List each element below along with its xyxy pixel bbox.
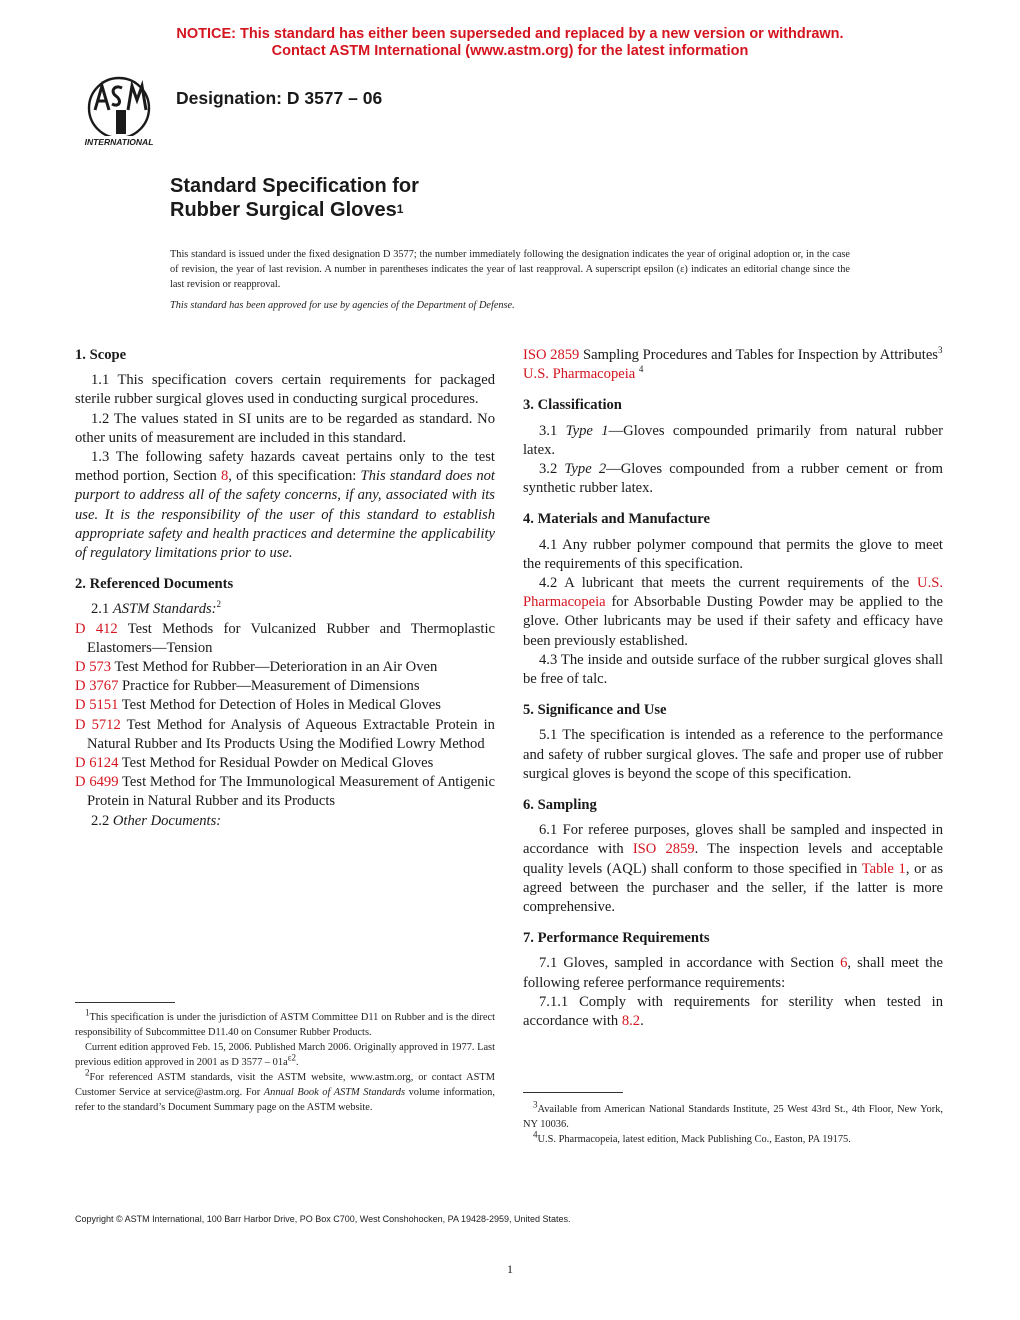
section-heading-performance: 7. Performance Requirements [523, 930, 710, 947]
link-usp[interactable]: U.S. Pharmacopeia [523, 575, 943, 611]
footnote-3: $^3$Available from American National Standards Institute, 25 West 43rd St., 4th Floor, New York, NY 10036. [523, 1099, 943, 1130]
ref-link[interactable]: D 6499 [75, 774, 119, 791]
para-3-1: 3.1 Type 1—Gloves compounded primarily from natural rubber latex. [523, 422, 943, 458]
ref-link[interactable]: D 5712 [75, 716, 121, 733]
link-iso-2859[interactable]: ISO 2859 [632, 841, 695, 858]
title-line-1: Standard Specification for [170, 175, 419, 197]
ref-item: D 573 Test Method for Rubber—Deterioration in an Air Oven [75, 659, 438, 676]
ref-link[interactable]: D 573 [75, 659, 112, 676]
para-1-3: 1.3 The following safety hazards caveat pertains only to the test method portion, Section 8, of this specification: This standard does not purport to address all of the safety concerns, if any, associated with its use. It is the responsibility of the user of this standard to establish appropriate safety and health practices and determine the applicability of regulatory limitations prior to use. [75, 449, 495, 562]
dod-approval-note: This standard has been approved for use by agencies of the Department of Defense. [170, 300, 515, 311]
notice-line-1: NOTICE: This standard has either been superseded and replaced by a new version or withdrawn. [176, 26, 844, 42]
para-7-1: 7.1 Gloves, sampled in accordance with Section 6, shall meet the following referee performance requirements: [523, 955, 943, 991]
para-4-1: 4.1 Any rubber polymer compound that permits the glove to meet the requirements of this specification. [523, 536, 943, 572]
copyright: Copyright © ASTM International, 100 Barr Harbor Drive, PO Box C700, West Conshohocken, PA 19428-2959, United States. [75, 1214, 571, 1224]
footnote-1: $^1$This specification is under the jurisdiction of ASTM Committee D11 on Rubber and is the direct responsibility of Subcommittee D11.40 on Consumer Rubber Products. [75, 1007, 495, 1038]
page-number: 1 [507, 1262, 513, 1276]
preamble: This standard is issued under the fixed designation D 3577; the number immediately following the designation indicates the year of original adoption or, in the case of revision, the year of last revision. A number in parentheses indicates the year of last reapproval. A superscript epsilon (ε) indicates an editorial change since the last revision or reapproval. [170, 249, 850, 290]
link-table-1[interactable]: Table 1 [861, 860, 906, 877]
footnote-rule-left [75, 1002, 175, 1003]
astm-international-logo-icon [76, 74, 162, 150]
ref-link-usp[interactable]: U.S. Pharmacopeia [523, 366, 636, 383]
para-1-2: 1.2 The values stated in SI units are to be regarded as standard. No other units of measurement are included in this standard. [75, 410, 495, 446]
designation: Designation: D 3577 – 06 [176, 88, 383, 108]
ref-item: D 5151 Test Method for Detection of Holes in Medical Gloves [75, 697, 441, 714]
footnote-1-edition: Current edition approved Feb. 15, 2006. Published March 2006. Originally approved in 1977. Last previous edition approved in 2001 as D $3577 - 01a^{\varepsilon 2}$. [75, 1042, 495, 1068]
title-line-2: Rubber Surgical Gloves [170, 199, 397, 221]
notice-line-2: Contact ASTM International (www.astm.org) for the latest information [271, 43, 749, 59]
ref-item: D 412 Test Methods for Vulcanized Rubber and Thermoplastic Elastomers—Tension [75, 620, 495, 656]
para-5-1: 5.1 The specification is intended as a reference to the performance and safety of rubber surgical gloves. The safe and proper use of rubber surgical gloves is beyond the scope of this specification. [523, 727, 943, 782]
withdrawal-notice [0, 26, 1020, 60]
ref-link[interactable]: D 6124 [75, 755, 119, 772]
footnote-rule-right [523, 1092, 623, 1093]
ref-link-iso-2859[interactable]: ISO 2859 [523, 347, 580, 363]
ref-item: D 3767 Practice for Rubber—Measurement of Dimensions [75, 678, 420, 695]
document-title [170, 174, 419, 224]
subsection-2-2: 2.2 Other Documents: [91, 812, 222, 829]
ref-item: U.S. Pharmacopeia $^4$ [523, 364, 644, 383]
ref-link[interactable]: D 3767 [75, 678, 119, 695]
link-section-6[interactable]: 6 [840, 955, 848, 972]
ref-item: D 6499 Test Method for The Immunological Measurement of Antigenic Protein in Natural Rubber and its Products [75, 774, 495, 810]
section-heading-materials: 4. Materials and Manufacture [523, 511, 710, 528]
para-4-3: 4.3 The inside and outside surface of the rubber surgical gloves shall be free of talc. [523, 651, 943, 688]
para-6-1: 6.1 For referee purposes, gloves shall be sampled and inspected in accordance with ISO 2859. The inspection levels and acceptable quality levels (AQL) shall conform to those specified in Table 1, or as agreed between the purchaser and the seller, if the latter is more comprehensive. [523, 822, 943, 916]
ref-link[interactable]: D 5151 [75, 697, 119, 714]
link-section-8-2[interactable]: 8.2 [621, 1013, 641, 1030]
link-section-8[interactable]: 8 [220, 468, 229, 485]
section-heading-referenced-documents: 2. Referenced Documents [75, 576, 234, 593]
logo-caption: INTERNATIONAL [84, 137, 154, 147]
ref-item: D 6124 Test Method for Residual Powder on Medical Gloves [75, 755, 434, 772]
subsection-2-1: 2.1 ASTM Standards:$^2$ [91, 599, 222, 618]
footnotes-left [75, 1007, 495, 1115]
footnote-4: $^4$U.S. Pharmacopeia, latest edition, Mack Publishing Co., Easton, PA 19175. [533, 1129, 851, 1145]
para-1-1: 1.1 This specification covers certain requirements for packaged sterile rubber surgical gloves used in conducting surgical procedures. [75, 372, 495, 408]
ref-item: ISO 2859 Sampling Procedures and Tables for Inspection by Attributes$^3$ [523, 345, 943, 363]
ref-link[interactable]: D 412 [75, 620, 118, 637]
para-4-2: 4.2 A lubricant that meets the current requirements of the U.S. Pharmacopeia for Absorbable Dusting Powder may be applied to the glove. Other lubricants may be used if their safety and efficacy have been previously established. [523, 575, 943, 649]
title-footnote-ref: 1 [396, 202, 404, 216]
footnotes-right [523, 1099, 943, 1147]
left-column [75, 346, 495, 831]
safety-caveat: This standard does not purport to address all of the safety concerns, if any, associated with its use. It is the responsibility of the user of this standard to establish appropriate safety and health practices and determine the applicability of regulatory limitations prior to use. [75, 468, 495, 562]
section-heading-classification: 3. Classification [523, 397, 622, 414]
para-3-2: 3.2 Type 2—Gloves compounded from a rubber cement or from synthetic rubber latex. [523, 461, 944, 497]
section-heading-significance: 5. Significance and Use [523, 702, 667, 719]
ref-item: D 5712 Test Method for Analysis of Aqueous Extractable Protein in Natural Rubber and Its Products Using the Modified Lowry Method [75, 716, 495, 752]
footnote-2: $^2$For referenced ASTM standards, visit the ASTM website, www.astm.org, or contact ASTM Customer Service at service@astm.org. For Annual Book of ASTM Standards volume information, refer to the standard’s Document Summary page on the ASTM website. [75, 1067, 495, 1113]
right-column [523, 346, 943, 1031]
para-7-1-1: 7.1.1 Comply with requirements for sterility when tested in accordance with 8.2. [523, 993, 943, 1030]
section-heading-sampling: 6. Sampling [523, 797, 597, 814]
section-heading-scope: 1. Scope [75, 347, 127, 363]
